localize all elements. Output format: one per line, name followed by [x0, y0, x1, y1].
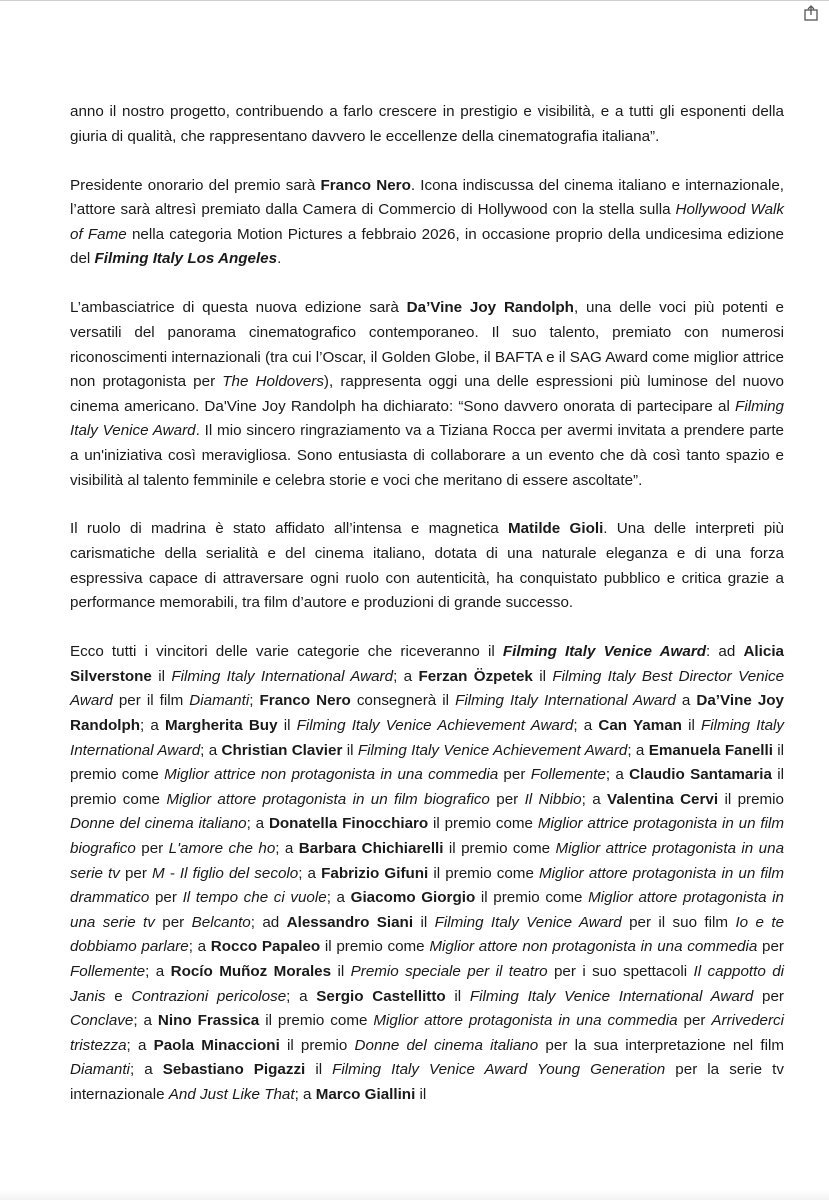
- title-run: Filming Italy Venice Award Young Generation: [332, 1061, 666, 1079]
- text-run: , una delle voci più potenti e versatili del panorama cinematografico contemporaneo. Il suo talento, premiato con numerosi riconoscimenti internazionali (tra cui l’Oscar, il Golden Globe, il BAFTA e il SAG Award come miglior attrice non protagonista per: [70, 299, 784, 391]
- title-run: Miglior attrice protagonista in un film biografico: [70, 815, 784, 857]
- text-run: consegnerà il: [350, 692, 456, 710]
- text-run: ), rappresenta oggi una delle espressioni più luminose del nuovo cinema americano. Da'Vine Joy Randolph ha dichiarato: “Sono davvero onorata di partecipare al: [70, 373, 784, 415]
- emphasis-run: Filming Italy Venice Award: [502, 643, 707, 661]
- text-run: il: [413, 913, 435, 931]
- text-run: per la serie tv internazionale: [70, 1061, 784, 1103]
- text-run: per: [135, 840, 169, 857]
- text-run: ; a: [393, 667, 419, 685]
- title-run: Donne del cinema italiano: [70, 815, 247, 833]
- text-run: il premio come: [70, 766, 785, 808]
- text-run: il: [305, 1061, 333, 1079]
- text-run: nella categoria Motion Pictures a febbraio 2026, in occasione proprio della undicesima edizione del: [70, 225, 784, 268]
- title-run: Belcanto: [191, 913, 251, 931]
- text-run: per: [489, 790, 525, 808]
- name-run: Franco Nero: [320, 176, 411, 194]
- text-run: per: [498, 766, 531, 784]
- title-run: And Just Like That: [168, 1085, 295, 1103]
- text-run: ; a: [126, 1036, 154, 1054]
- text-run: anno il nostro progetto, contribuendo a farlo crescere in prestigio e visibilità, e a tutti gli esponenti della giuria di qualità, che rappresentano davvero le eccellenze della cinematografia italiana”.: [70, 103, 784, 145]
- title-run: Premio speciale per il teatro: [350, 962, 548, 980]
- text-run: il premio: [718, 790, 784, 808]
- name-run: Barbara Chichiarelli: [298, 840, 444, 857]
- title-run: Conclave: [70, 1012, 134, 1030]
- title-run: Miglior attore protagonista in un film biografico: [166, 790, 490, 808]
- title-run: Il Nibbio: [524, 790, 582, 808]
- emphasis-run: Filming Italy Los Angeles: [94, 250, 278, 268]
- text-run: il: [532, 667, 553, 685]
- title-run: Il tempo che ci vuole: [182, 889, 327, 907]
- title-run: M - Il figlio del secolo: [152, 864, 299, 882]
- text-run: . Icona indiscussa del cinema italiano e internazionale, l’attore sarà altresì premiato dalla Camera di Commercio di Hollywood con la stella sulla: [70, 176, 784, 219]
- name-run: Da’Vine Joy Randolph: [70, 692, 785, 735]
- title-run: L'amore che ho: [168, 840, 276, 857]
- text-run: il: [151, 667, 172, 685]
- text-run: .: [277, 250, 282, 268]
- text-run: il premio come: [320, 938, 430, 956]
- text-run: per i suo spettacoli: [547, 962, 694, 980]
- name-run: Giacomo Giorgio: [350, 889, 476, 907]
- name-run: Ferzan Özpetek: [418, 667, 533, 685]
- title-run: Diamanti: [70, 1061, 130, 1079]
- name-run: Emanuela Fanelli: [648, 741, 773, 759]
- name-run: Can Yaman: [598, 717, 682, 735]
- paragraph: [70, 100, 784, 149]
- name-run: Donatella Finocchiaro: [268, 815, 429, 833]
- name-run: Rocco Papaleo: [210, 938, 321, 956]
- text-run: Ecco tutti i vincitori delle varie categorie che riceveranno il: [70, 643, 503, 661]
- text-run: il premio come: [475, 889, 589, 907]
- text-run: . Una delle interpreti più carismatiche della serialità e del cinema italiano, dotata di una naturale eleganza e di una forza espressiva capace di attraversare ogni ruolo con autenticità, ha conquistato pubblico e critica grazie a performance memorabili, tra film d’autore e produzioni di grande successo.: [70, 520, 784, 612]
- title-run: Miglior attore protagonista in una commedia: [373, 1012, 678, 1030]
- title-run: Filming Italy International Award: [70, 717, 784, 759]
- text-run: il premio: [279, 1036, 355, 1054]
- text-run: : ad: [706, 643, 744, 661]
- name-run: Matilde Gioli: [507, 520, 604, 538]
- text-run: ; ad: [250, 913, 287, 931]
- title-run: Miglior attore protagonista in un film drammatico: [70, 864, 784, 907]
- title-run: Filming Italy Venice Achievement Award: [357, 741, 628, 759]
- paragraph: [70, 174, 784, 272]
- text-run: ; a: [140, 717, 166, 735]
- text-run: il: [445, 987, 470, 1005]
- text-run: per: [757, 938, 784, 956]
- text-run: il premio come: [259, 1012, 374, 1030]
- text-run: il: [415, 1085, 427, 1103]
- text-run: per: [154, 913, 192, 931]
- name-run: Da’Vine Joy Randolph: [406, 299, 574, 317]
- text-run: per: [149, 889, 183, 907]
- text-run: ; a: [326, 889, 351, 907]
- name-run: Margherita Buy: [165, 717, 278, 735]
- title-run: Filming Italy Venice Achievement Award: [296, 717, 574, 735]
- share-button[interactable]: [801, 5, 821, 25]
- title-run: Filming Italy Venice International Award: [469, 987, 754, 1005]
- text-run: il: [277, 717, 297, 735]
- title-run: Filming Italy Venice Award: [70, 397, 784, 440]
- title-run: Contrazioni pericolose: [131, 987, 287, 1005]
- text-run: a: [675, 692, 697, 710]
- text-run: Presidente onorario del premio sarà: [70, 176, 321, 194]
- text-run: il premio come: [428, 815, 538, 833]
- name-run: [95, 250, 278, 267]
- name-run: Alicia Silverstone: [70, 643, 784, 685]
- title-run: The Holdovers: [222, 373, 324, 391]
- name-run: Marco Giallini: [315, 1085, 416, 1103]
- name-run: [503, 643, 706, 660]
- text-run: ; a: [275, 840, 299, 857]
- text-run: ; a: [627, 741, 649, 759]
- name-run: Nino Frassica: [157, 1012, 260, 1030]
- text-run: per: [677, 1012, 712, 1030]
- text-run: ; a: [246, 815, 269, 833]
- title-run: Follemente: [530, 766, 606, 784]
- page-edge: [0, 1190, 829, 1200]
- title-run: Filming Italy Venice Award: [434, 913, 622, 931]
- title-run: Filming Italy International Award: [171, 667, 394, 685]
- title-run: Il cappotto di Janis: [70, 962, 785, 1005]
- share-icon: [804, 5, 818, 26]
- text-run: ;: [249, 692, 260, 710]
- text-run: ; a: [133, 1012, 158, 1030]
- text-run: . Il mio sincero ringraziamento va a Tiziana Rocca per avermi invitata a prendere parte a un'iniziativa così meravigliosa. Sono entusiasta di collaborare a un evento che dà così tanto spazio e visibilità al talento femminile e celebra storie e voci che meritano di essere ascoltate”.: [70, 422, 784, 489]
- text-run: ; a: [145, 962, 171, 980]
- title-run: Arrivederci tristezza: [70, 1012, 785, 1054]
- title-run: Follemente: [70, 962, 146, 980]
- text-run: il: [681, 717, 702, 735]
- text-run: e: [105, 987, 132, 1005]
- text-run: ; a: [286, 987, 317, 1005]
- name-run: Sebastiano Pigazzi: [162, 1061, 306, 1079]
- title-run: Io e te dobbiamo parlare: [70, 913, 785, 956]
- paragraph: [70, 640, 784, 1107]
- text-run: ; a: [200, 741, 222, 759]
- name-run: Rocío Muñoz Morales: [170, 962, 332, 980]
- text-run: per: [753, 987, 784, 1005]
- name-run: Franco Nero: [259, 692, 351, 710]
- text-run: ; a: [581, 790, 608, 808]
- text-run: il: [331, 962, 351, 980]
- text-run: per il suo film: [621, 913, 736, 931]
- title-run: Miglior attrice non protagonista in una commedia: [164, 766, 499, 784]
- name-run: Alessandro Siani: [286, 913, 414, 931]
- title-run: Miglior attore non protagonista in una commedia: [429, 938, 758, 956]
- title-run: Filming Italy Best Director Venice Award: [70, 667, 785, 710]
- title-run: Miglior attore protagonista in una serie tv: [70, 889, 784, 931]
- paragraph: [70, 296, 784, 493]
- text-run: il premio come: [443, 840, 556, 857]
- text-run: per il film: [112, 692, 190, 710]
- name-run: Sergio Castellitto: [316, 987, 446, 1005]
- text-run: ; a: [188, 938, 211, 956]
- text-run: L’ambasciatrice di questa nuova edizione sarà: [70, 299, 407, 317]
- title-run: Donne del cinema italiano: [354, 1036, 539, 1054]
- text-run: ; a: [294, 1085, 316, 1103]
- text-run: per la sua interpretazione nel film: [538, 1036, 784, 1054]
- text-run: il: [342, 741, 358, 759]
- title-run: Miglior attrice protagonista in una serie tv: [70, 840, 785, 882]
- title-run: Hollywood Walk of Fame: [70, 201, 785, 243]
- text-run: il premio come: [428, 864, 539, 882]
- paragraph: [70, 517, 784, 615]
- name-run: Paola Minaccioni: [153, 1036, 280, 1054]
- name-run: Valentina Cervi: [607, 790, 719, 808]
- text-run: il premio come: [70, 741, 785, 784]
- text-run: Il ruolo di madrina è stato affidato all’intensa e magnetica: [70, 520, 508, 538]
- text-run: ; a: [129, 1061, 163, 1079]
- text-run: ; a: [605, 766, 630, 784]
- title-run: Diamanti: [189, 692, 250, 710]
- name-run: Christian Clavier: [221, 741, 343, 759]
- name-run: Fabrizio Gifuni: [321, 864, 429, 882]
- text-run: per: [119, 864, 152, 882]
- text-run: ; a: [298, 864, 322, 882]
- text-run: ; a: [573, 717, 599, 735]
- name-run: Claudio Santamaria: [629, 766, 772, 784]
- title-run: Filming Italy International Award: [455, 692, 676, 710]
- article-body: [70, 100, 784, 1132]
